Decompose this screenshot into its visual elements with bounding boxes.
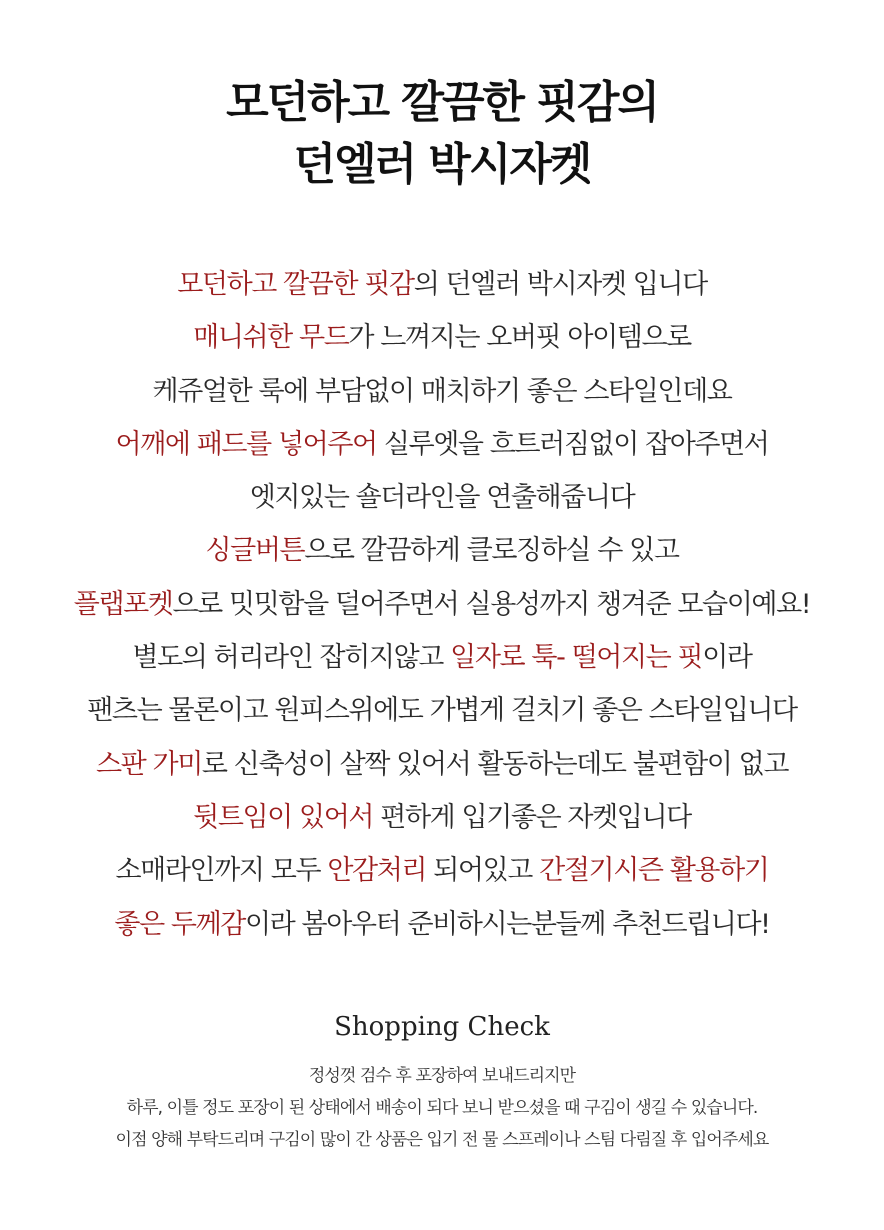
highlighted-phrase: 싱글버튼 (205, 535, 305, 567)
description-text: 편하게 입기좋은 자켓입니다 (373, 801, 691, 833)
shopping-check-title: Shopping Check (334, 1012, 550, 1042)
highlighted-phrase: 간절기시즌 활용하기 (539, 855, 769, 887)
description-line (0, 902, 884, 955)
description-text: 엣지있는 숄더라인을 연출해줍니다 (249, 482, 635, 514)
highlighted-phrase: 매니쉬한 무드 (193, 322, 349, 354)
shopping-check-line: 이점 양해 부탁드리며 구김이 많이 간 상품은 입기 전 물 스프레이나 스팀 다림질 후 입어주세요 (115, 1130, 769, 1150)
description-text: 가 느껴지는 오버핏 아이템으로 (348, 322, 691, 354)
description-text: 실루엣을 흐트러짐없이 잡아주면서 (376, 428, 769, 460)
description-text: 이라 (702, 642, 752, 674)
shopping-check-line: 정성껏 검수 후 포장하여 보내드리지만 (308, 1066, 576, 1086)
description-line (0, 742, 884, 795)
description-line (0, 795, 884, 848)
description-line (0, 528, 884, 581)
shopping-check-notice (0, 1060, 884, 1156)
description-text: 이라 봄아우터 준비하시는분들께 추천드립니다! (244, 908, 770, 940)
description-text: 소매라인까지 모두 (115, 855, 328, 887)
description-line (0, 369, 884, 422)
product-description (0, 262, 884, 955)
description-line (0, 475, 884, 528)
description-text: 으로 깔끔하게 클로징하실 수 있고 (304, 535, 679, 567)
shopping-check-line: 하루, 이틀 정도 포장이 된 상태에서 배송이 되다 보니 받으셨을 때 구김이 생길 수 있습니다. (126, 1098, 758, 1118)
description-text: 으로 밋밋함을 덜어주면서 실용성까지 챙겨준 모습이예요! (172, 588, 811, 620)
highlighted-phrase: 일자로 툭- 떨어지는 핏 (450, 642, 703, 674)
description-text: 케쥬얼한 룩에 부담없이 매치하기 좋은 스타일인데요 (152, 375, 732, 407)
description-text: 의 던엘러 박시자켓 입니다 (413, 269, 707, 300)
highlighted-phrase: 플랩포켓 (73, 588, 173, 620)
highlighted-phrase: 스판 가미 (95, 748, 202, 780)
description-line (0, 315, 884, 368)
description-line (0, 848, 884, 901)
description-line (0, 582, 884, 635)
page-title (0, 72, 884, 196)
description-line (0, 688, 884, 741)
description-line (0, 422, 884, 475)
highlighted-phrase: 좋은 두께감 (114, 908, 245, 940)
description-text: 팬츠는 물론이고 원피스위에도 가볍게 걸치기 좋은 스타일입니다 (87, 695, 797, 727)
highlighted-phrase: 안감처리 (327, 855, 427, 887)
description-text: 별도의 허리라인 잡히지않고 (132, 642, 451, 674)
title-line-2: 던엘러 박시자켓 (293, 139, 591, 190)
title-line-1: 모던하고 깔끔한 핏감의 (226, 77, 658, 128)
description-text: 되어있고 (426, 855, 540, 887)
highlighted-phrase: 어깨에 패드를 넣어주어 (115, 428, 377, 460)
description-line (0, 262, 884, 315)
description-line (0, 635, 884, 688)
highlighted-phrase: 뒷트임이 있어서 (193, 801, 374, 833)
highlighted-phrase: 모던하고 깔끔한 핏감 (177, 269, 414, 300)
description-text: 로 신축성이 살짝 있어서 활동하는데도 불편함이 없고 (201, 748, 789, 780)
